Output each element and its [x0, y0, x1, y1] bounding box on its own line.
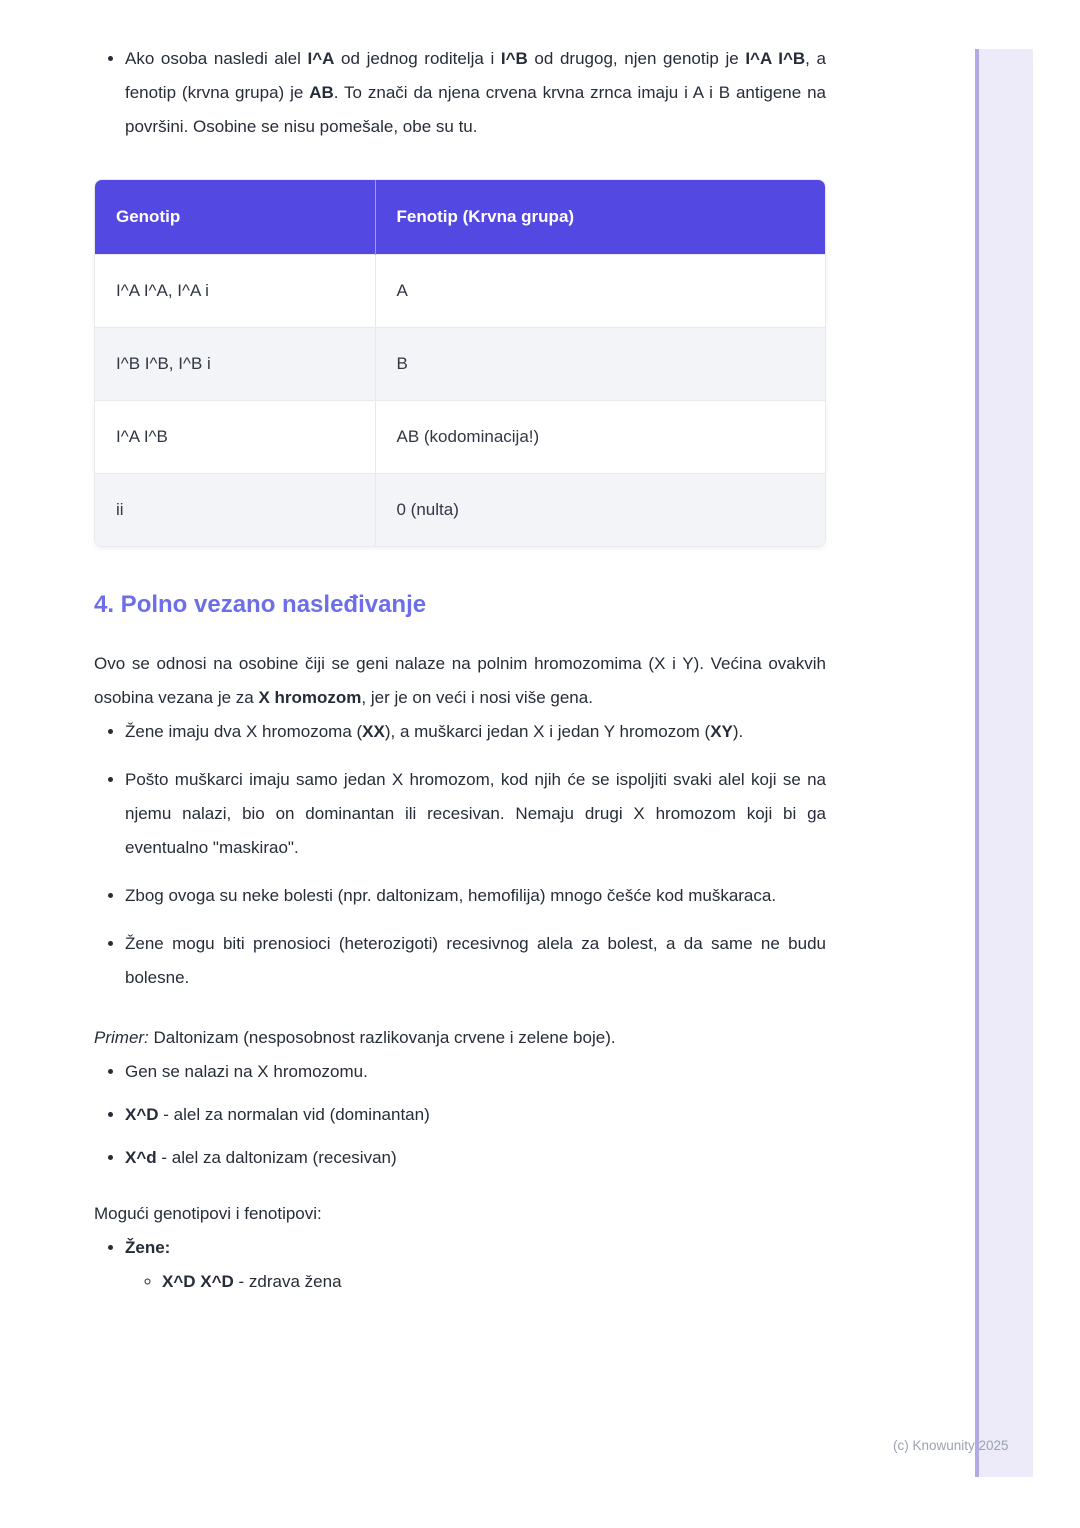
table-row	[95, 401, 825, 474]
section-intro-paragraph: Ovo se odnosi na osobine čiji se geni nalaze na polnim hromozomima (X i Y). Većina ovakvih osobina vezana je za X hromozom, jer je on veći i nosi više gena.	[94, 654, 826, 707]
bullet-text: Zbog ovoga su neke bolesti (npr. daltonizam, hemofilija) mnogo češće kod muškaraca.	[125, 886, 777, 905]
list-item	[125, 1231, 826, 1299]
zene-bullet-list	[94, 1231, 826, 1299]
genotype-phenotype-table	[94, 179, 826, 547]
bullet-text: Žene mogu biti prenosioci (heterozigoti) recesivnog alela za bolest, a da same ne budu bolesne.	[125, 934, 826, 987]
table-cell-genotip: I^A I^A, I^A i	[95, 255, 375, 328]
example-bullet-list	[94, 1055, 826, 1175]
page-edge-strip	[975, 49, 1033, 1477]
list-item	[125, 42, 826, 144]
table-cell-fenotip: A	[375, 255, 825, 328]
bullet-text: Gen se nalazi na X hromozomu.	[125, 1062, 368, 1081]
table-cell-fenotip: 0 (nulta)	[375, 474, 825, 547]
list-item	[125, 715, 826, 749]
list-item	[125, 879, 826, 913]
table-cell-fenotip: AB (kodominacija!)	[375, 401, 825, 474]
list-item	[125, 763, 826, 865]
copyright-footer: (c) Knowunity 2025	[893, 1438, 1009, 1453]
bullet-text: X^D - alel za normalan vid (dominantan)	[125, 1105, 430, 1124]
bullet-text: Žene imaju dva X hromozoma (XX), a muškarci jedan X i jedan Y hromozom (XY).	[125, 722, 744, 741]
document-content	[94, 42, 826, 1299]
table-cell-genotip: I^A I^B	[95, 401, 375, 474]
list-item	[125, 927, 826, 995]
section-bullet-list	[94, 715, 826, 995]
bullet-text: X^d - alel za daltonizam (recesivan)	[125, 1148, 397, 1167]
bullet-text: Pošto muškarci imaju samo jedan X hromozom, kod njih će se ispoljiti svaki alel koji se na njemu nalazi, bio on dominantan ili recesivan. Nemaju drugi X hromozom koji bi ga eventualno "maskirao".	[125, 770, 826, 857]
table-row	[95, 255, 825, 328]
intro-bullet-list	[94, 42, 826, 144]
table-header-genotip: Genotip	[95, 180, 375, 255]
table-cell-fenotip: B	[375, 328, 825, 401]
list-item	[125, 1055, 826, 1089]
list-item	[125, 1141, 826, 1175]
list-item	[162, 1265, 826, 1299]
bullet-text: X^D X^D - zdrava žena	[162, 1272, 342, 1291]
table-cell-genotip: ii	[95, 474, 375, 547]
table-cell-genotip: I^B I^B, I^B i	[95, 328, 375, 401]
genotypes-label: Mogući genotipovi i fenotipovi:	[94, 1204, 322, 1223]
list-item	[125, 1098, 826, 1132]
zene-sub-list	[125, 1265, 826, 1299]
primer-paragraph: Primer: Daltonizam (nesposobnost razlikovanja crvene i zelene boje).	[94, 1028, 616, 1047]
table-header-fenotip: Fenotip (Krvna grupa)	[375, 180, 825, 255]
section-heading: 4. Polno vezano nasleđivanje	[94, 591, 427, 618]
intro-bullet-text: Ako osoba nasledi alel I^A od jednog roditelja i I^B od drugog, njen genotip je I^A I^B, a fenotip (krvna grupa) je AB. To znači da njena crvena krvna zrnca imaju i A i B antigene na površini. Osobine se nisu pomešale, obe su tu.	[125, 49, 826, 136]
table-row	[95, 474, 825, 547]
table-header-row	[95, 180, 825, 255]
table-row	[95, 328, 825, 401]
bullet-text: Žene:	[125, 1238, 171, 1257]
